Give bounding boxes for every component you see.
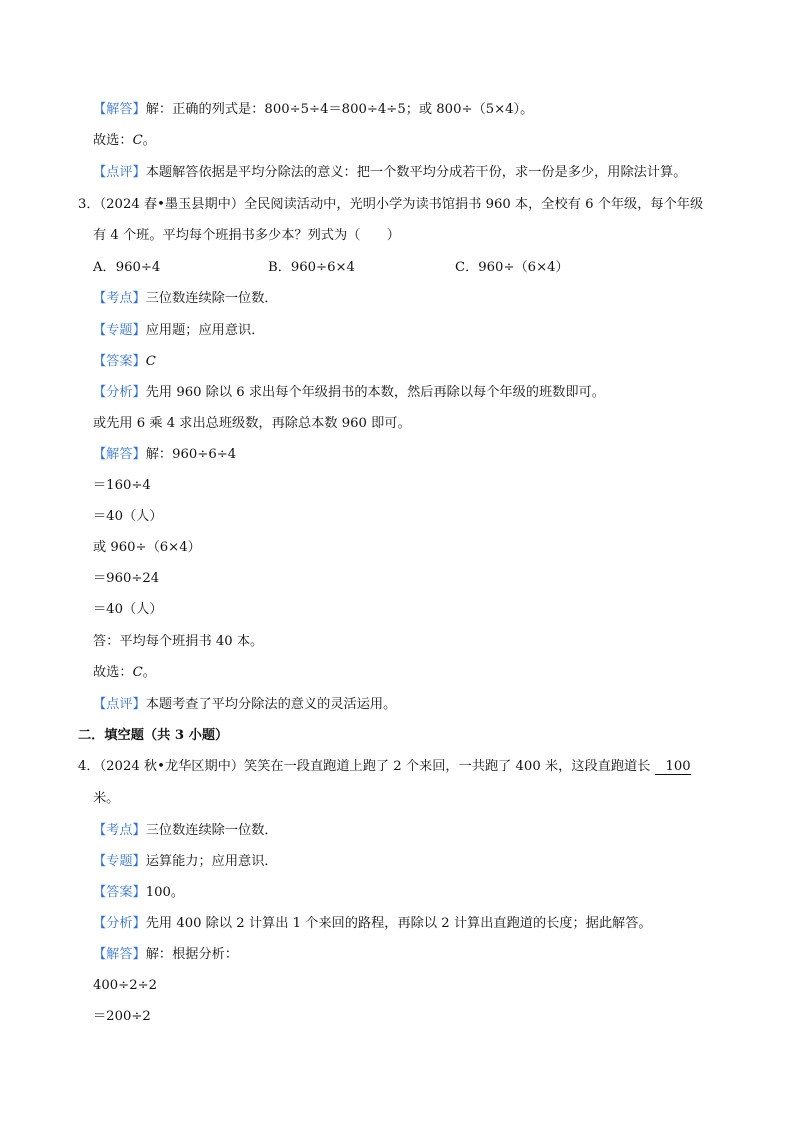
q3-dianping (93, 696, 734, 714)
calc-step: ＝40（人） (93, 602, 163, 617)
tag-dianping: 【点评】 (93, 697, 146, 712)
choice-prefix: 故选： (93, 665, 133, 680)
tag-fenxi: 【分析】 (93, 916, 146, 931)
q3-options (93, 259, 734, 277)
tag-fenxi: 【分析】 (93, 385, 146, 400)
tag-zhuanti: 【专题】 (93, 323, 146, 338)
q4-stem-line1 (78, 758, 734, 776)
tag-jieda: 【解答】 (93, 102, 146, 117)
fenxi-text: 先用 960 除以 6 求出每个年级捐书的本数，然后再除以每个年级的班数即可。 (145, 385, 605, 400)
jieda-text: 解：根据分析： (145, 947, 239, 962)
q4-kaodian (93, 822, 734, 840)
option-c: C．960÷（6×4） (455, 260, 569, 275)
calc-step: 400÷2÷2 (93, 978, 158, 993)
choice-tail: 。 (142, 133, 156, 148)
zhuanti-text: 运算能力；应用意识． (145, 854, 278, 869)
tag-jieda: 【解答】 (93, 947, 146, 962)
choice-line (93, 132, 734, 150)
option-b: B．960÷6×4 (268, 260, 355, 275)
q3-kaodian (93, 290, 734, 308)
q3-choice (93, 664, 734, 682)
q4-fenxi (93, 915, 734, 933)
q3-answer: 答：平均每个班捐书 40 本。 (93, 634, 264, 649)
q4-answer-blank: 100 (655, 759, 691, 775)
calc-step: ＝960÷24 (93, 571, 160, 586)
calc-step: ＝160÷4 (93, 478, 151, 493)
comment-line (93, 164, 734, 182)
zhuanti-text: 应用题；应用意识． (145, 323, 265, 338)
option-a: A．960÷4 (93, 260, 161, 275)
q3-stem-line1: 3．（2024 春•墨玉县期中）全民阅读活动中，光明小学为读书馆捐书 960 本，全校有 6 个年级，每个年级 (78, 197, 704, 212)
calc-step: ＝40（人） (93, 509, 163, 524)
choice-tail: 。 (142, 665, 156, 680)
q4-zhuanti (93, 853, 734, 871)
tag-daan: 【答案】 (93, 885, 146, 900)
q3-zhuanti (93, 322, 734, 340)
kaodian-text: 三位数连续除一位数． (145, 823, 278, 838)
q4-jieda (93, 946, 734, 964)
tag-daan: 【答案】 (93, 354, 146, 369)
q4-daan (93, 884, 734, 902)
choice-answer: C (132, 133, 143, 148)
q4-stem-line2: 米。 (93, 791, 120, 806)
daan-text: C (145, 354, 156, 369)
q4-stem-text: 4．（2024 秋•龙华区期中）笑笑在一段直跑道上跑了 2 个来回，一共跑了 400 米，这段直跑道长 (78, 759, 651, 774)
tag-kaodian: 【考点】 (93, 823, 146, 838)
tag-dianping: 【点评】 (93, 165, 146, 180)
calc-step: ＝200÷2 (93, 1009, 151, 1024)
solution-text: 解：正确的列式是：800÷5÷4＝800÷4÷5；或 800÷（5×4）。 (145, 102, 534, 117)
comment-text: 本题解答依据是平均分除法的意义：把一个数平均分成若干份，求一份是多少，用除法计算。 (145, 165, 687, 180)
dianping-text: 本题考查了平均分除法的意义的灵活运用。 (145, 697, 397, 712)
tag-kaodian: 【考点】 (93, 291, 146, 306)
tag-jieda: 【解答】 (93, 447, 146, 462)
q3-fenxi-line2: 或先用 6 乘 4 求出总班级数，再除总本数 960 即可。 (93, 416, 411, 431)
jieda-text: 解：960÷6÷4 (145, 447, 237, 462)
calc-step: 或 960÷（6×4） (93, 540, 201, 555)
tag-zhuanti: 【专题】 (93, 854, 146, 869)
q3-daan (93, 353, 734, 371)
choice-prefix: 故选： (93, 133, 133, 148)
q3-jieda (93, 446, 734, 464)
q3-stem-line2: 有 4 个班。平均每个班捐书多少本？列式为（ ） (93, 228, 400, 243)
solution-line (93, 101, 734, 119)
choice-answer: C (132, 665, 143, 680)
section-title: 二．填空题（共 3 小题） (78, 728, 229, 743)
daan-text: 100。 (145, 885, 185, 900)
q3-fenxi (93, 384, 734, 402)
fenxi-text: 先用 400 除以 2 计算出 1 个来回的路程，再除以 2 计算出直跑道的长度；据此解答。 (145, 916, 652, 931)
kaodian-text: 三位数连续除一位数． (145, 291, 278, 306)
